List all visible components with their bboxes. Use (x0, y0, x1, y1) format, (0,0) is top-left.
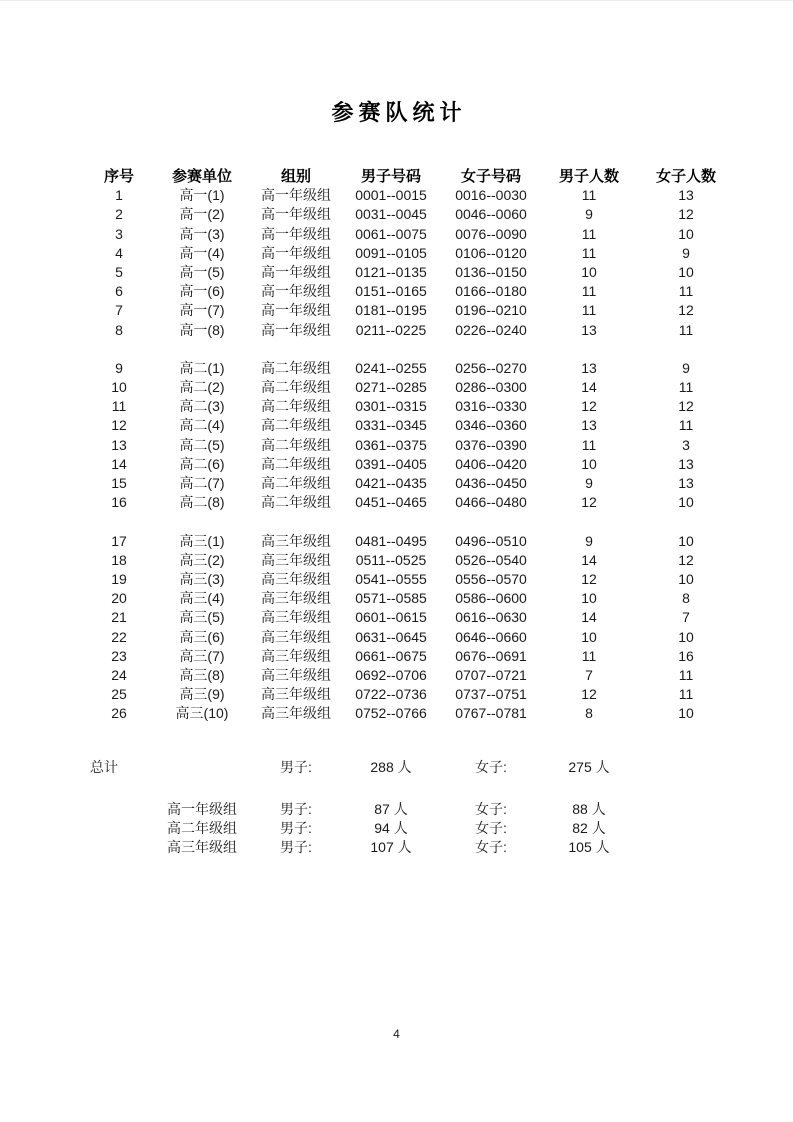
table-cell: 11 (581, 225, 597, 242)
table-row (84, 647, 793, 666)
summary-total-row (84, 758, 793, 777)
table-cell: 0391--0405 (355, 455, 427, 472)
table-cell: 9 (682, 244, 690, 261)
table-row (84, 666, 793, 685)
table-cell: 13 (678, 187, 694, 204)
table-cell: 11 (581, 283, 597, 300)
table-cell: 8 (115, 321, 123, 338)
table-cell: 高一(6) (179, 283, 225, 300)
table-row (84, 359, 793, 378)
table-cell: 3 (115, 225, 123, 242)
table-cell: 8 (585, 705, 593, 722)
table-cell: 0752--0766 (355, 705, 427, 722)
table-cell: 5 (115, 263, 123, 280)
table-row (84, 551, 793, 570)
table-cell: 11 (678, 283, 694, 300)
summary-female-label: 女子: (475, 759, 507, 776)
table-cell: 0541--0555 (355, 570, 427, 587)
table-cell: 9 (585, 206, 593, 223)
table-cell: 高三年级组 (261, 628, 331, 645)
table-cell: 10 (678, 570, 694, 587)
table-cell: 0692--0706 (355, 666, 427, 683)
table-row (84, 493, 793, 512)
summary-female-label: 女子: (475, 800, 507, 817)
table-cell: 高二(4) (179, 417, 225, 434)
table-cell: 11 (678, 666, 694, 683)
table-cell: 0166--0180 (455, 283, 527, 300)
table-cell: 12 (581, 398, 597, 415)
table-cell: 10 (678, 225, 694, 242)
table-cell: 15 (111, 475, 127, 491)
table-cell: 高一(2) (179, 206, 225, 223)
table-cell: 0436--0450 (455, 475, 527, 491)
table-row (84, 244, 793, 263)
table-cell: 0526--0540 (455, 551, 527, 568)
table-cell: 11 (678, 321, 694, 338)
summary-total-female-value: 275 人 (568, 759, 610, 776)
table-cell: 10 (581, 263, 597, 280)
table-cell: 0376--0390 (455, 436, 527, 453)
table-cell: 0451--0465 (355, 494, 427, 511)
table-cell: 高一年级组 (261, 225, 331, 242)
table-cell: 高一年级组 (261, 206, 331, 223)
table-cell: 0061--0075 (355, 225, 427, 242)
table-cell: 高一(1) (179, 187, 225, 204)
table-row (84, 263, 793, 282)
table-header-row (84, 167, 793, 186)
table-cell: 13 (581, 417, 597, 434)
table-cell: 9 (585, 532, 593, 549)
stats-table (0, 167, 793, 723)
table-row (84, 570, 793, 589)
table-cell: 13 (581, 321, 597, 338)
table-cell: 0121--0135 (355, 263, 427, 280)
table-cell: 高三年级组 (261, 590, 331, 607)
summary-group-female-value: 105 人 (568, 839, 610, 855)
summary-group-name: 高一年级组 (167, 800, 237, 817)
table-cell: 11 (581, 436, 597, 453)
table-cell: 0767--0781 (455, 705, 527, 722)
table-cell: 0241--0255 (355, 359, 427, 376)
table-cell: 0346--0360 (455, 417, 527, 434)
table-cell: 高一年级组 (261, 263, 331, 280)
table-cell: 9 (682, 359, 690, 376)
table-row (84, 321, 793, 340)
table-cell: 22 (111, 628, 127, 645)
table-cell: 10 (581, 628, 597, 645)
table-cell: 0001--0015 (355, 187, 427, 204)
summary-group-name: 高三年级组 (167, 839, 237, 855)
table-cell: 高一(4) (179, 244, 225, 261)
table-row (84, 225, 793, 244)
table-cell: 高三年级组 (261, 609, 331, 626)
table-cell: 高二年级组 (261, 494, 331, 511)
table-row (84, 436, 793, 455)
summary-male-label: 男子: (280, 759, 312, 776)
table-cell: 13 (678, 475, 694, 491)
table-cell: 0421--0435 (355, 475, 427, 491)
table-cell: 14 (581, 379, 597, 396)
table-row (84, 589, 793, 608)
table-cell: 高三(3) (179, 570, 225, 587)
table-cell: 0586--0600 (455, 590, 527, 607)
table-cell: 0211--0225 (355, 321, 427, 338)
summary-total-label: 总计 (90, 759, 118, 776)
table-cell: 14 (581, 551, 597, 568)
table-cell: 高一年级组 (261, 244, 331, 261)
table-cell: 18 (111, 551, 127, 568)
table-cell: 10 (678, 494, 694, 511)
summary-male-label: 男子: (280, 800, 312, 817)
table-row (84, 608, 793, 627)
table-cell: 0646--0660 (455, 628, 527, 645)
table-cell: 高三(5) (179, 609, 225, 626)
table-cell: 10 (678, 532, 694, 549)
summary-female-label: 女子: (475, 819, 507, 836)
table-cell: 高二(8) (179, 494, 225, 511)
table-cell: 7 (585, 666, 593, 683)
table-cell: 0616--0630 (455, 609, 527, 626)
table-cell: 0136--0150 (455, 263, 527, 280)
table-cell: 高一(8) (179, 321, 225, 338)
summary-female-label: 女子: (475, 839, 507, 855)
table-cell: 3 (682, 436, 690, 453)
table-cell: 17 (111, 532, 127, 549)
table-cell: 24 (111, 666, 127, 683)
table-cell: 11 (678, 379, 694, 396)
table-cell: 高三(4) (179, 590, 225, 607)
table-cell: 0256--0270 (455, 359, 527, 376)
table-cell: 0661--0675 (355, 647, 427, 664)
table-cell: 高三年级组 (261, 647, 331, 664)
summary-group-female-value: 82 人 (572, 819, 606, 836)
table-cell: 高二年级组 (261, 359, 331, 376)
table-row (84, 474, 793, 493)
summary-section (0, 758, 793, 857)
table-cell: 7 (682, 609, 690, 626)
table-cell: 高三年级组 (261, 570, 331, 587)
table-cell: 高三(10) (175, 705, 229, 722)
table-cell: 高三年级组 (261, 532, 331, 549)
table-cell: 13 (678, 455, 694, 472)
summary-group-male-value: 87 人 (374, 800, 408, 817)
group-spacer (84, 340, 793, 359)
table-cell: 11 (111, 398, 127, 415)
table-cell: 9 (115, 359, 123, 376)
table-cell: 0631--0645 (355, 628, 427, 645)
column-header-index: 序号 (103, 168, 134, 185)
table-cell: 0496--0510 (455, 532, 527, 549)
table-cell: 0286--0300 (455, 379, 527, 396)
table-cell: 高三(7) (179, 647, 225, 664)
table-cell: 高三年级组 (261, 666, 331, 683)
table-row (84, 685, 793, 704)
table-cell: 12 (581, 494, 597, 511)
table-cell: 0556--0570 (455, 570, 527, 587)
summary-groups (84, 800, 793, 858)
table-cell: 高三(6) (179, 628, 225, 645)
table-cell: 10 (678, 705, 694, 722)
table-cell: 0271--0285 (355, 379, 427, 396)
table-cell: 高三(2) (179, 551, 225, 568)
table-cell: 19 (111, 570, 127, 587)
table-cell: 0031--0045 (355, 206, 427, 223)
table-cell: 高二年级组 (261, 398, 331, 415)
table-cell: 13 (111, 436, 127, 453)
table-cell: 0046--0060 (455, 206, 527, 223)
summary-male-label: 男子: (280, 839, 312, 855)
column-header-female-count: 女子人数 (655, 168, 716, 185)
table-cell: 高一(5) (179, 263, 225, 280)
table-cell: 0196--0210 (455, 302, 527, 319)
table-cell: 13 (581, 359, 597, 376)
table-cell: 12 (678, 302, 694, 319)
table-cell: 21 (111, 609, 127, 626)
table-cell: 高二年级组 (261, 379, 331, 396)
table-cell: 0722--0736 (355, 686, 427, 703)
table-cell: 20 (111, 590, 127, 607)
table-cell: 0361--0375 (355, 436, 427, 453)
table-row (84, 532, 793, 551)
table-row (84, 397, 793, 416)
column-header-male-numbers: 男子号码 (360, 168, 421, 185)
column-header-group: 组别 (280, 168, 311, 185)
table-cell: 高一年级组 (261, 302, 331, 319)
table-cell: 0301--0315 (355, 398, 427, 415)
table-row (84, 628, 793, 647)
table-row (84, 455, 793, 474)
table-cell: 10 (111, 379, 127, 396)
table-cell: 0181--0195 (355, 302, 427, 319)
table-cell: 12 (678, 551, 694, 568)
table-cell: 11 (581, 647, 597, 664)
table-cell: 高一(3) (179, 225, 225, 242)
table-cell: 26 (111, 705, 127, 722)
summary-group-row (84, 800, 793, 819)
table-cell: 4 (115, 244, 123, 261)
table-cell: 0571--0585 (355, 590, 427, 607)
table-cell: 10 (581, 455, 597, 472)
table-cell: 10 (678, 263, 694, 280)
table-cell: 0707--0721 (455, 666, 527, 683)
summary-group-row (84, 838, 793, 857)
page-title: 参赛队统计 (331, 100, 467, 125)
table-cell: 11 (581, 302, 597, 319)
table-cell: 12 (581, 686, 597, 703)
table-cell: 高一(7) (179, 302, 225, 319)
table-cell: 高二年级组 (261, 455, 331, 472)
table-cell: 高二(1) (179, 359, 225, 376)
table-cell: 0076--0090 (455, 225, 527, 242)
table-cell: 10 (678, 628, 694, 645)
table-cell: 高二年级组 (261, 436, 331, 453)
table-cell: 11 (581, 244, 597, 261)
table-cell: 16 (111, 494, 127, 511)
table-row (84, 704, 793, 723)
summary-group-row (84, 819, 793, 838)
summary-group-name: 高二年级组 (167, 819, 237, 836)
table-cell: 高三年级组 (261, 686, 331, 703)
page-number: 4 (393, 1027, 400, 1041)
table-cell: 12 (581, 570, 597, 587)
table-cell: 0466--0480 (455, 494, 527, 511)
table-cell: 11 (678, 686, 694, 703)
table-cell: 高三(9) (179, 686, 225, 703)
column-header-female-numbers: 女子号码 (460, 168, 521, 185)
table-cell: 12 (678, 398, 694, 415)
table-cell: 高二(6) (179, 455, 225, 472)
table-cell: 6 (115, 283, 123, 300)
table-cell: 高二年级组 (261, 417, 331, 434)
table-cell: 8 (682, 590, 690, 607)
table-cell: 高二(5) (179, 436, 225, 453)
table-cell: 高三年级组 (261, 705, 331, 722)
table-cell: 11 (581, 187, 597, 204)
table-cell: 高三(1) (179, 532, 225, 549)
table-cell: 高一年级组 (261, 283, 331, 300)
summary-group-female-value: 88 人 (572, 800, 606, 817)
table-cell: 9 (585, 475, 593, 491)
table-cell: 0406--0420 (455, 455, 527, 472)
table-cell: 高一年级组 (261, 321, 331, 338)
summary-total-male-value: 288 人 (370, 759, 412, 776)
table-cell: 高三(8) (179, 666, 225, 683)
table-cell: 高二(2) (179, 379, 225, 396)
table-cell: 0106--0120 (455, 244, 527, 261)
group-spacer (84, 512, 793, 531)
table-row (84, 301, 793, 320)
table-cell: 高二年级组 (261, 475, 331, 491)
table-cell: 14 (111, 455, 127, 472)
table-cell: 高一年级组 (261, 187, 331, 204)
table-row (84, 205, 793, 224)
summary-group-male-value: 107 人 (370, 839, 412, 855)
table-cell: 0151--0165 (355, 283, 427, 300)
summary-group-male-value: 94 人 (374, 819, 408, 836)
table-cell: 0737--0751 (455, 686, 527, 703)
table-row (84, 416, 793, 435)
table-cell: 0226--0240 (455, 321, 527, 338)
summary-male-label: 男子: (280, 819, 312, 836)
table-cell: 高三年级组 (261, 551, 331, 568)
table-cell: 7 (115, 302, 123, 319)
table-cell: 25 (111, 686, 127, 703)
table-cell: 0676--0691 (455, 647, 527, 664)
table-cell: 16 (678, 647, 694, 664)
table-cell: 0016--0030 (455, 187, 527, 204)
table-row (84, 378, 793, 397)
table-body (84, 186, 793, 723)
table-row (84, 186, 793, 205)
table-row (84, 282, 793, 301)
table-cell: 0481--0495 (355, 532, 427, 549)
table-cell: 高二(7) (179, 475, 225, 491)
table-cell: 23 (111, 647, 127, 664)
table-cell: 14 (581, 609, 597, 626)
table-cell: 0601--0615 (355, 609, 427, 626)
table-cell: 0511--0525 (355, 551, 427, 568)
table-cell: 10 (581, 590, 597, 607)
table-cell: 11 (678, 417, 694, 434)
table-cell: 1 (115, 187, 123, 204)
table-cell: 12 (111, 417, 127, 434)
column-header-unit: 参赛单位 (171, 168, 232, 185)
table-cell: 高二(3) (179, 398, 225, 415)
table-cell: 2 (115, 206, 123, 223)
table-cell: 0091--0105 (355, 244, 427, 261)
table-cell: 12 (678, 206, 694, 223)
table-cell: 0331--0345 (355, 417, 427, 434)
column-header-male-count: 男子人数 (558, 168, 619, 185)
table-cell: 0316--0330 (455, 398, 527, 415)
